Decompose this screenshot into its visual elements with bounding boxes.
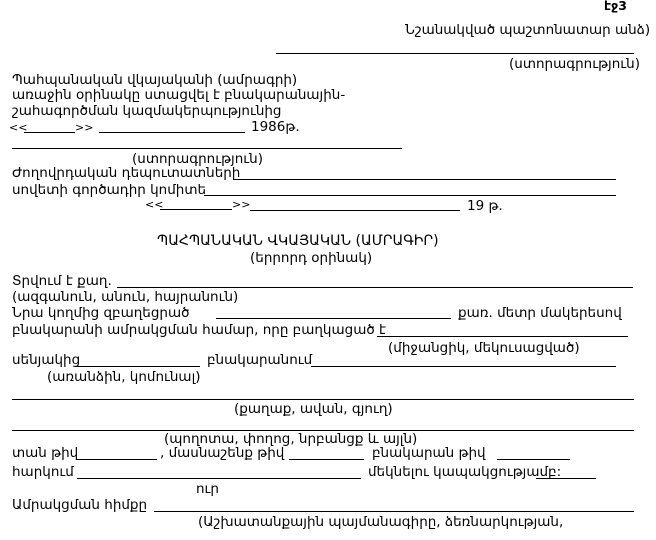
date-close-quote-2: >> [232,198,251,211]
header-line-1: Պահպանական վկայականի (ամրագրի) [12,72,298,88]
header-line-3: շահագործման կազմակերպությունից [12,103,282,119]
house-number-label: տան թիվ [12,445,79,461]
date-month-line-2[interactable] [250,210,460,211]
council-line-2: սովետի գործադիր կոմիտե [12,182,207,198]
room-type-hint: (առանձին, կոմունալ) [47,369,201,385]
name-hint: (ազգանուն, անուն, հայրանուն) [12,289,239,305]
destination-field[interactable] [536,478,596,479]
floor-field[interactable] [77,478,361,479]
street-hint: (պողոտա, փողոց, նրբանցք և այլն) [164,431,418,447]
block-number-field[interactable] [289,459,364,460]
rooms-label: սենյակից [12,352,81,368]
date-month-line[interactable] [99,132,245,133]
house-number-field[interactable] [77,459,157,460]
year-19: 19 թ. [467,198,503,214]
document-title: ՊԱՀՊԱՆԱԿԱՆ ՎԿԱՅԱԿԱՆ (ԱՄՐԱԳԻՐ) [157,233,439,249]
city-hint: (քաղաք, ավան, գյուղ) [234,401,393,417]
sqm-label: քառ. մետր մակերեսով [458,305,622,321]
date-day-line-2[interactable] [160,209,232,210]
receipt-signature-line[interactable] [12,148,402,149]
date-close-quote: >> [75,121,94,134]
council-line-2-field[interactable] [204,195,616,196]
council-line-1: Ժողովրդական դեպուտատների [12,165,241,181]
document-subtitle: (երրորդ օրինակ) [250,250,373,266]
official-name-label: Նշանակված պաշտոնատար անձ) [405,22,651,38]
rooms-count-field[interactable] [76,366,200,367]
area-field[interactable] [216,318,451,319]
city-field[interactable] [12,399,634,400]
signature-hint-2: (ստորագրություն) [132,151,263,167]
connection-label: մեկնելու կապակցությամբ: [368,464,562,480]
date-day-line[interactable] [24,132,75,133]
apartment-type-hint: (միջանցիկ, մեկուսացված) [388,340,580,356]
basis-field[interactable] [154,511,634,512]
where-hint: ուր [196,481,219,497]
page-number: էջ3 [604,0,627,13]
issued-to-field[interactable] [117,287,633,288]
apartment-kind-field[interactable] [311,366,616,367]
basis-label: Ամրակցման հիմքը [12,497,148,513]
year-1986: 1986թ. [251,119,300,135]
issued-to-label: Տրվում է քաղ. [12,273,112,289]
purpose-line: բնակարանի ամրակցման համար, որը բաղկացած է [12,322,386,338]
family-prefix-label: Նրա կողմից զբաղեցրած [12,305,190,321]
date-open-quote: << [9,121,28,134]
apartment-number-label: բնակարան թիվ [372,445,486,461]
apartment-number-field[interactable] [497,459,570,460]
floor-label: հարկում [12,464,74,480]
apartment-type-field[interactable] [377,336,628,337]
header-line-2: առաջին օրինակը ստացվել է բնակարանային- [12,87,346,103]
official-signature-line[interactable] [276,53,634,54]
basis-hint: (Աշխատանքային պայմանագիրը, ձեռնարկության, [198,514,564,530]
block-number-label: , մասնաշենք թիվ [160,445,285,461]
council-line-1-field[interactable] [234,179,616,180]
signature-hint: (ստորագրություն) [509,56,640,72]
date-open-quote-2: << [145,198,164,211]
in-apartment-label: բնակարանում [207,352,313,368]
